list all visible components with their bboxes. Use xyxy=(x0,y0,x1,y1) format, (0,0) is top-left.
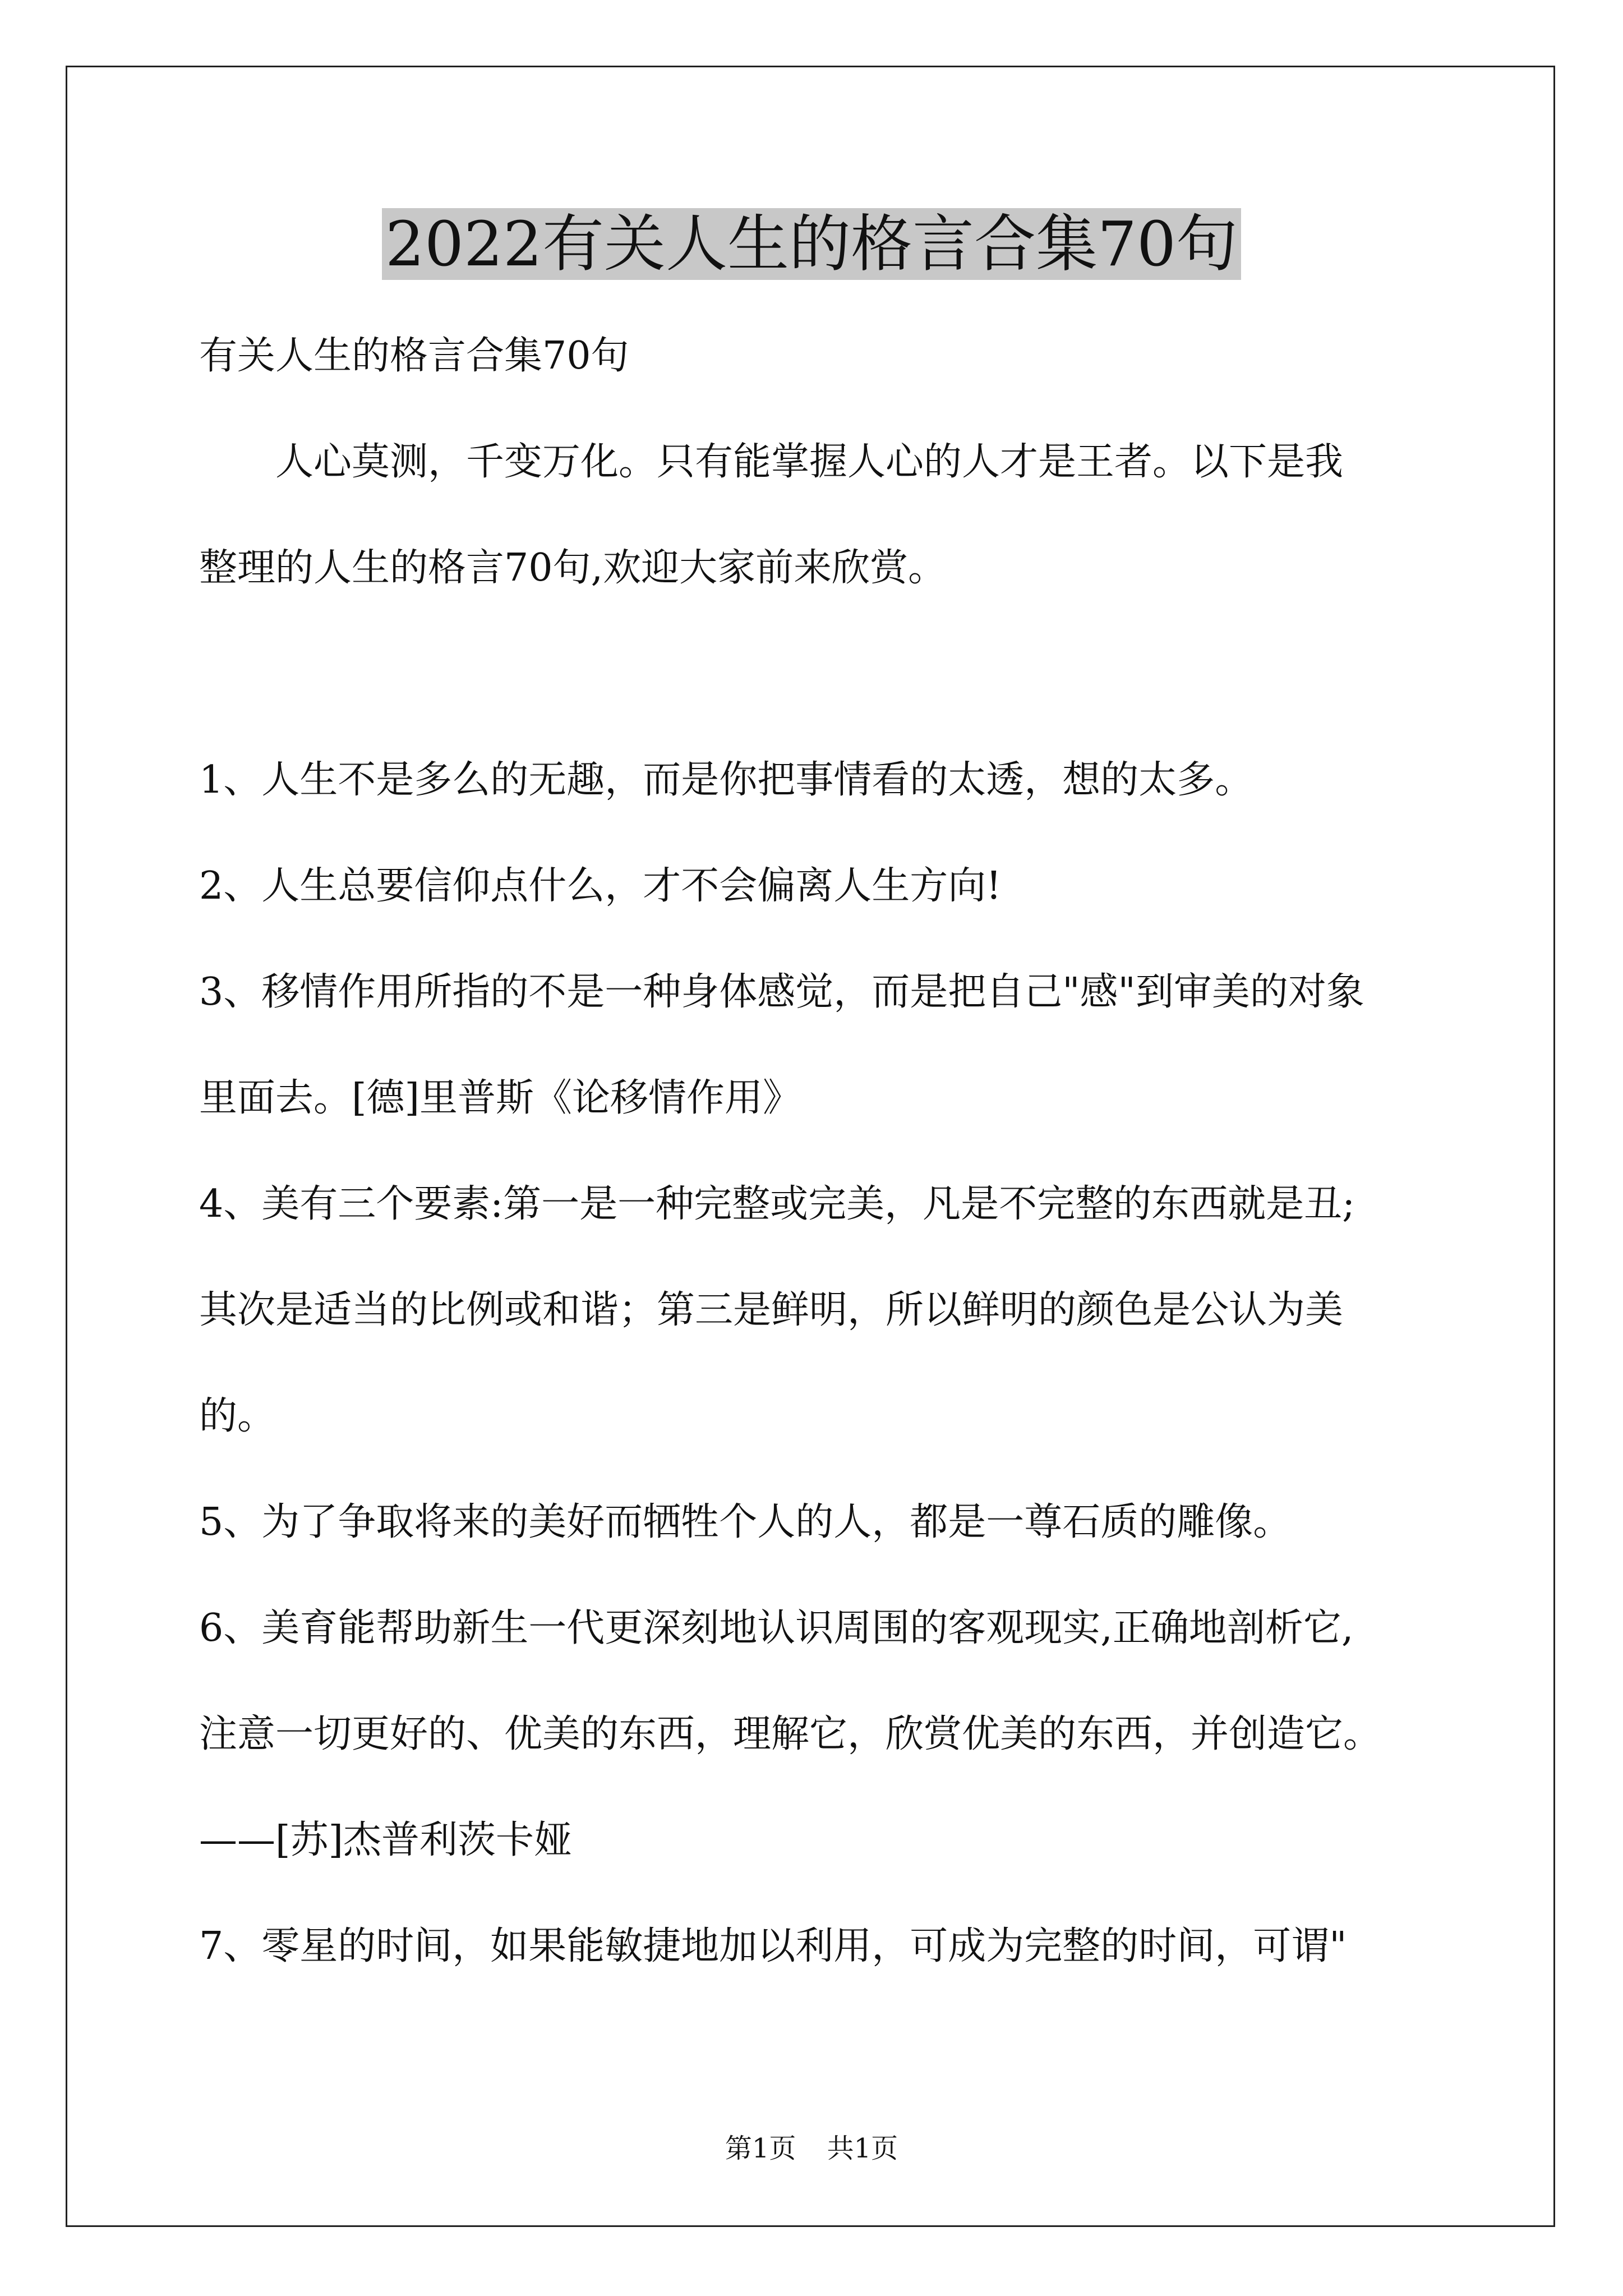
body-line: 2、人生总要信仰点什么，才不会偏离人生方向! xyxy=(199,864,1002,908)
body-line: 的。 xyxy=(199,1394,276,1438)
body-line: 里面去。[德]里普斯《论移情作用》 xyxy=(199,1076,801,1120)
document-title xyxy=(0,202,1623,286)
intro-line: 整理的人生的格言70句,欢迎大家前来欣赏。 xyxy=(199,546,947,590)
body-line: 1、人生不是多么的无趣，而是你把事情看的太透，想的太多。 xyxy=(199,758,1253,802)
page-number-current: 第1页 xyxy=(725,2133,796,2164)
body-line: 其次是适当的比例或和谐；第三是鲜明，所以鲜明的颜色是公认为美 xyxy=(199,1288,1344,1332)
intro-line: 人心莫测，千变万化。只有能掌握人心的人才是王者。以下是我 xyxy=(275,440,1344,484)
document-body xyxy=(199,303,1461,1999)
body-line: 7、零星的时间，如果能敏捷地加以利用，可成为完整的时间，可谓" xyxy=(199,1924,1347,1968)
body-line: 6、美育能帮助新生一代更深刻地认识周围的客观现实,正确地剖析它, xyxy=(199,1606,1354,1650)
paragraph-gap xyxy=(199,621,1461,727)
page-footer xyxy=(0,2132,1623,2165)
body-line: 注意一切更好的、优美的东西，理解它，欣赏优美的东西，并创造它。 xyxy=(199,1712,1382,1756)
body-line: 3、移情作用所指的不是一种身体感觉，而是把自己"感"到审美的对象 xyxy=(199,970,1364,1014)
body-line: ——[苏]杰普利茨卡娅 xyxy=(199,1818,573,1862)
subtitle-line: 有关人生的格言合集70句 xyxy=(199,334,629,378)
document-title-text: 2022有关人生的格言合集70句 xyxy=(382,208,1241,280)
body-line: 4、美有三个要素:第一是一种完整或完美，凡是不完整的东西就是丑; xyxy=(199,1182,1355,1226)
page-number-total: 共1页 xyxy=(827,2133,898,2164)
body-line: 5、为了争取将来的美好而牺牲个人的人，都是一尊石质的雕像。 xyxy=(199,1500,1292,1544)
